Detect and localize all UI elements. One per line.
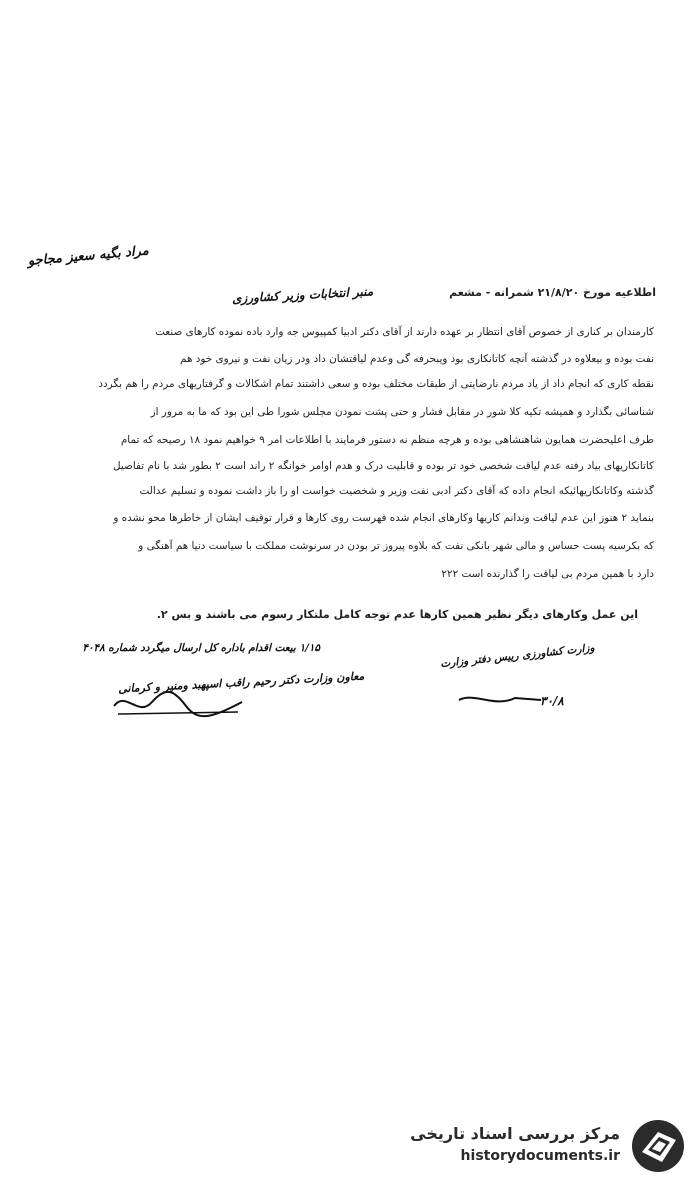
handwritten-signature — [108, 684, 248, 724]
body-line: گذشته وکاتانکاریهائیکه انجام داده که آقای دکتر ادبی نفت وزیر و شخصیت خواست او را باز داشت نموده و تسلیم عدالت — [139, 485, 654, 497]
body-line: کاتانکاریهای بیاد رفته عدم لیاقت شخصی خود تر بوده و قابلیت درک و هدم اوامر خوانگه ۲ راند است ۲ بطور شد با نام تفاصیل — [113, 460, 654, 472]
date-flourish — [455, 690, 545, 710]
footer-recipients: معاون وزارت دکتر رحیم راقب اسپهبد ومنیر و کرمانی — [117, 669, 365, 696]
body-line: دارد با همین مردم بی لیاقت را گذارنده است ۲۲۲ — [441, 568, 654, 580]
logo-url: historydocuments.ir — [460, 1148, 620, 1164]
footer-date-note: ۳۰/۸ — [540, 694, 564, 708]
body-line: طرف اعلیحضرت همایون شاهنشاهی بوده و هرچه منظم نه دستور فرمایند با اطلاعات امر ۹ خواهیم نمود ۱۸ رصیحه که تمام — [120, 434, 654, 446]
body-line: کارمندان بر کناری از خصوص آقای انتظار بر عهده دارند از آقای دکتر ادبیا کمپیوس جه وارد باده نموده کارهای صنعت — [155, 326, 654, 338]
archive-watermark-logo — [410, 1118, 692, 1174]
footer-sent-note: ۱/۱۵ بیعت اقدام باداره کل ارسال میگردد شماره ۴۰۴۸ — [82, 642, 320, 654]
closing-line: این عمل وکارهای دیگر نظیر همین کارها عدم توجه کامل ملتکار رسوم می باشند و بس ۲. — [156, 608, 638, 621]
handwritten-recipient: منبر انتخابات وزیر کشاورزی — [231, 284, 374, 306]
body-line: شناسائی بگذارد و همیشه تکیه کلا شور در مقابل فشار و حتی پشت نمودن مجلس شورا طی این بود که ما به مرور از — [150, 406, 654, 418]
body-line: بنماید ۲ هنوز این عدم لیاقت وندانم کاریها وکارهای انجام شده فهرست روی کارها و قرار توقیف ایشان از خاطرها محو نشده و — [113, 512, 654, 524]
document-header: اطلاعیه مورخ ۲۱/۸/۲۰ شمرانه - مشعم — [449, 286, 656, 299]
body-line: نقطه کاری که انجام داد از یاد مردم نارضایتی از طبقات مختلف بوده و سعی داشتند تمام اشکالات و گرفتاریهای مردم را هم بگردد — [98, 378, 654, 390]
document-emblem-icon — [628, 1118, 688, 1174]
handwritten-title: مراد بگیه سعیز مجاجو — [27, 243, 150, 269]
logo-title: مرکز بررسی اسناد تاریخی — [410, 1124, 620, 1143]
footer-ministry-note: وزارت کشاورزی رییس دفتر وزارت — [439, 641, 596, 671]
body-line: که بکرسیه پست حساس و مالی شهر بانکی نفت که بلاوه پیروز تر بودن در سرنوشت مملکت با سیاست دنیا هم آهنگی و — [138, 540, 654, 552]
body-line: نفت بوده و بیعلاوه در گذشته آنچه کاتانکاری بود ویبحرفه گی وعدم لیاقتشان داد ودر زیان نفت و نیروی خود هم — [180, 353, 654, 365]
